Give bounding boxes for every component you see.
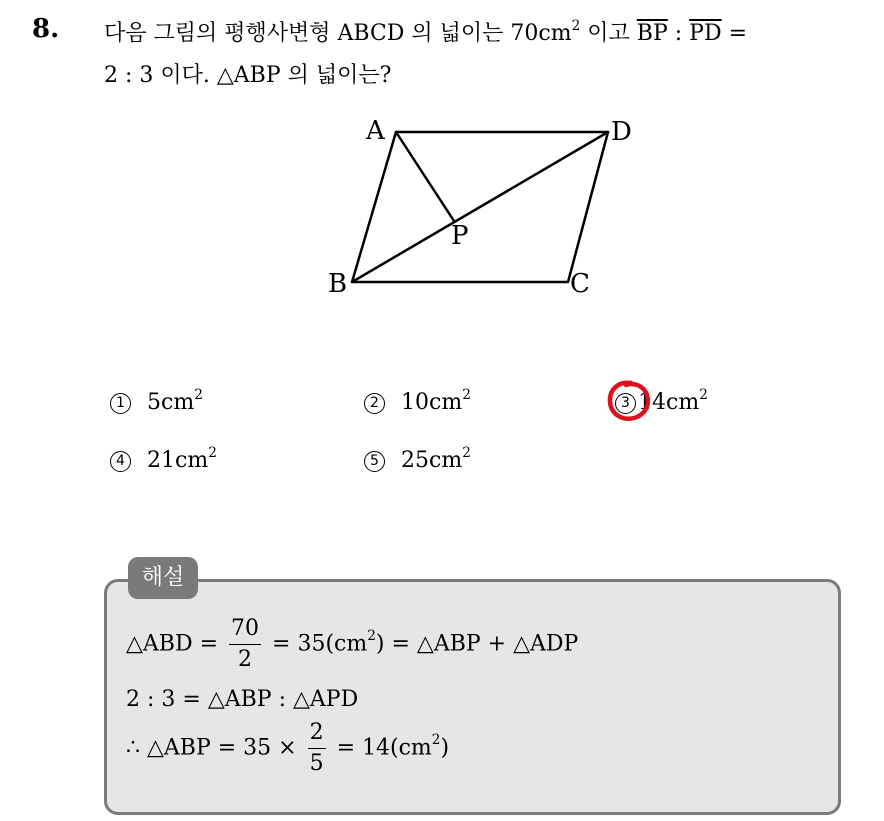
choice-marker: 3 bbox=[615, 393, 636, 414]
choice-marker: 5 bbox=[364, 451, 385, 472]
answer-circle-icon bbox=[604, 377, 654, 427]
vertex-label-d: D bbox=[611, 117, 632, 147]
choice-3[interactable]: 3 $14cm^2$ bbox=[615, 390, 708, 415]
segment-bp: $\overline{BP}$ bbox=[636, 21, 668, 46]
question-text-line-2: 2 : 3 이다. △ABP 의 넓이는? bbox=[104, 63, 392, 88]
question-number: 8. bbox=[32, 14, 60, 44]
choice-1[interactable]: 1 $5cm^2$ bbox=[110, 390, 203, 415]
solution-line-1: △ABD = $\frac{70}{2}$ = $35(cm^2)$ = △ABP + △ADP bbox=[126, 614, 578, 675]
choice-marker: 1 bbox=[110, 393, 131, 414]
solution-tab-label: 해설 bbox=[128, 557, 198, 599]
choice-marker: 2 bbox=[364, 393, 385, 414]
vertex-label-b: B bbox=[328, 269, 348, 299]
fraction-70-over-2: $\frac{70}{2}$ bbox=[231, 616, 260, 672]
choice-4[interactable]: 4 $21cm^2$ bbox=[110, 448, 217, 473]
parallelogram-figure bbox=[320, 110, 640, 305]
choice-marker: 4 bbox=[110, 451, 131, 472]
point-label-p: P bbox=[451, 221, 469, 251]
question-text-line-1: 다음 그림의 평행사변형 ABCD 의 넓이는 $70cm^2$ 이고 $\overline{BP}$ : $\overline{PD}$ = bbox=[104, 17, 748, 46]
solution-line-2: 2 : 3 = △ABP : △APD bbox=[126, 687, 359, 712]
fraction-2-over-5: $\frac{2}{5}$ bbox=[309, 720, 324, 776]
vertex-label-c: C bbox=[570, 269, 590, 299]
segment-pd: $\overline{PD}$ bbox=[689, 21, 722, 46]
vertex-label-a: A bbox=[366, 116, 385, 146]
segment-ap bbox=[396, 132, 454, 221]
choice-5[interactable]: 5 $25cm^2$ bbox=[364, 448, 471, 473]
choice-2[interactable]: 2 $10cm^2$ bbox=[364, 390, 471, 415]
solution-line-3: ∴ △ABP = 35 × $\frac{2}{5}$ = $14(cm^2)$ bbox=[126, 718, 449, 779]
